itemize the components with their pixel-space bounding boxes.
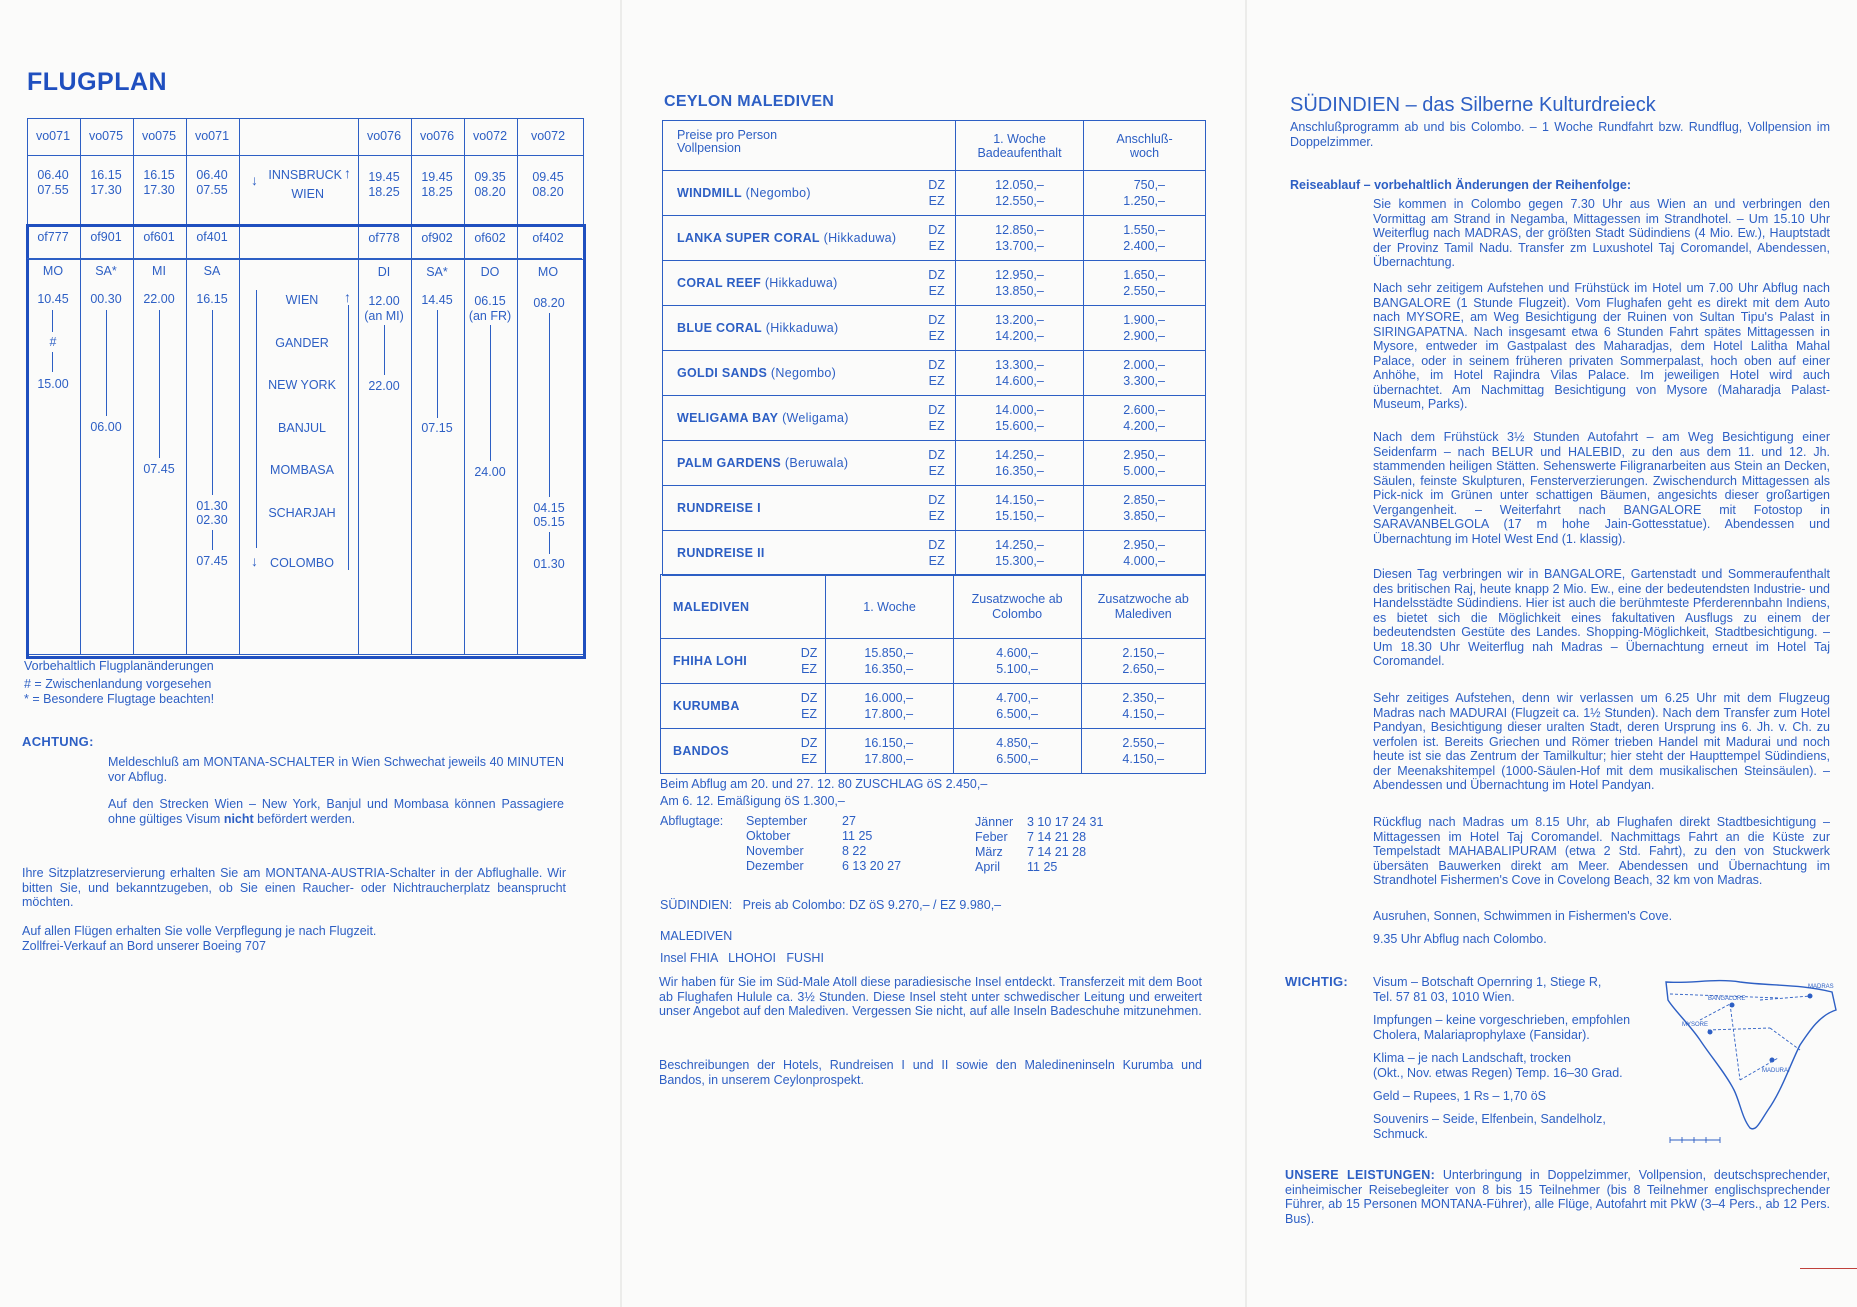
hotel-price-table (662, 120, 1206, 576)
day-7-text: Ausruhen, Sonnen, Schwimmen in Fishermen's Cove. (1373, 909, 1673, 923)
fold-line-left (620, 0, 622, 1307)
flight-code-out-1: of777 (37, 230, 69, 244)
hotel-name-cell (663, 261, 956, 306)
achtung-text-2: Auf den Strecken Wien – New York, Banjul und Mombasa können Passagiere ohne gültiges Visum nicht befördert werden. (108, 797, 564, 826)
out-time-1: 06.40 07.55 (37, 168, 69, 197)
hotel-row (663, 531, 1206, 576)
day-ret-3: DO (480, 265, 500, 279)
day-4-text: Diesen Tag verbringen wir in BANGALORE, Gartenstadt und Sommeraufenthalt des britischen Raj, heute knapp 2 Mio. Ew., eine der bedeutendsten Industrie- und Handelsstädte Südindiens. Hier ist auch die berühmteste Pferderennbahn Indiens, es bietet sich die Möglichkeit eines fakultativen Ausflugs zu einem der bedeutendsten Gestüte des Landes. Shopping-Möglichkeit, Stadtbesichtigung. – Um 18.30 Uhr Weiterflug nah Madras – Übernachtung erneut im Hotel Taj Coromandel. (1373, 567, 1830, 668)
south-india-map (1660, 970, 1845, 1150)
mal-head-woche: 1. Woche (826, 575, 953, 639)
c4-arr2: 07.45 (196, 554, 228, 568)
map-scale-bar (1670, 1137, 1720, 1143)
seat-reservation-text: Ihre Sitzplatzreservierung erhalten Sie am MONTANA-AUSTRIA-Schalter in der Abflughalle. Wir bitten Sie, und bekanntzugeben, ob Sie einen Raucher- oder Nichtraucherplatz beansprucht möchten. (22, 866, 566, 909)
suedindien-intro: Anschlußprogramm ab und bis Colombo. – 1 Woche Rundfahrt bzw. Rundflug, Vollpension im Doppelzimmer. (1290, 120, 1830, 149)
dz-ez-label: DZ EZ (800, 646, 818, 676)
island-maldives-price: 2.350,– 4.150,– (1081, 684, 1205, 729)
maldives-label: MALEDIVEN (660, 929, 733, 943)
code-ret-1: vo076 (366, 129, 402, 143)
c2-arr: 06.00 (90, 420, 122, 434)
hotel-row (663, 306, 1206, 351)
day-ret-2: SA* (426, 265, 448, 279)
hotel-week-price: 14.250,– 15.300,– (955, 531, 1083, 576)
leistungen-block: UNSERE LEISTUNGEN: Unterbringung in Doppelzimmer, Vollpension, deutschsprechender, einheimischer Reisebegleiter von 8 bis 15 Teilnehmer (bis 8 Teilnehmer englischsprechender Führer, ab 15 Personen MONTANA-Führer), alle Flüge, Autofahrt mit PkW (3–4 Pers., ab 12 Pers. Bus). (1285, 1168, 1830, 1226)
map-label-mysore: MYSORE (1682, 1022, 1709, 1028)
overseas-flights-box (26, 224, 586, 659)
dz-ez-label: DZ EZ (928, 358, 945, 388)
hotel-extra-week-price: 2.850,– 3.850,– (1084, 486, 1206, 531)
abflug-left-months: September 27 Oktober 11 25 November 8 22 Dezember 6 13 20 27 (746, 814, 902, 873)
hotel-week-price: 14.000,– 15.600,– (955, 396, 1083, 441)
fold-line-right (1245, 0, 1247, 1307)
head-anschluss: Anschluß-woch (1084, 121, 1206, 171)
abflug-right-months: Jänner 3 10 17 24 31 Feber 7 14 21 28 März 7 14 21 28 April 11 25 (975, 815, 1104, 874)
r4-arr1: 04.15 (533, 501, 565, 515)
r4-dep: 08.20 (533, 296, 565, 310)
flight-code-out-2: of901 (90, 230, 122, 244)
dz-ez-label: DZ EZ (928, 268, 945, 298)
r4-dep2: 05.15 (533, 515, 565, 529)
c4-dep: 16.15 (196, 292, 228, 306)
insel-name: Insel FHIA LHOHOI FUSHI (660, 951, 824, 965)
island-name: KURUMBA (673, 699, 740, 713)
flight-code-out-4: of401 (196, 230, 228, 244)
coastline-shape (1666, 981, 1836, 1129)
hotel-name: RUNDREISE I (677, 501, 761, 515)
day-out-1: MO (42, 264, 64, 278)
hotel-name: GOLDI SANDS (Negombo) (677, 366, 837, 380)
island-name-cell (661, 639, 826, 684)
flight-code-ret-2: of902 (421, 231, 453, 245)
island-name: BANDOS (673, 744, 729, 758)
suedindien-title: SÜDINDIEN – das Silberne Kulturdreieck (1290, 94, 1656, 116)
flight-code-ret-1: of778 (368, 231, 400, 245)
hotel-row (663, 261, 1206, 306)
wichtig-list: Visum – Botschaft Opernring 1, Stiege R, Tel. 57 81 03, 1010 Wien. Impfungen – keine vorgeschrieben, empfohlen Cholera, Malariaprophylaxe (Fansidar). Klima – je nach Landschaft, trocken (Okt., Nov. etwas Regen) Temp. 16–30 Grad. Geld – Rupees, 1 Rs – 1,70 öS Souvenirs – Seide, Elfenbein, Sandelholz, Schmuck. (1373, 975, 1631, 1141)
suedindien-price: SÜDINDIEN: Preis ab Colombo: DZ öS 9.270,– / EZ 9.980,– (660, 898, 1002, 912)
ceylon-title: CEYLON MALEDIVEN (664, 93, 835, 110)
r2-arr: 07.15 (421, 421, 453, 435)
code-out-2: vo075 (88, 129, 124, 143)
island-maldives-price: 2.150,– 2.650,– (1081, 639, 1205, 684)
map-label-bangalore: BANGALORE (1708, 996, 1746, 1002)
mal-head-colombo: Zusatzwoche ab Colombo (953, 575, 1081, 639)
stop-gander: GANDER (275, 336, 329, 350)
hotel-name-cell (663, 486, 956, 531)
arrow-down-icon: ↓ (251, 172, 258, 188)
code-out-3: vo075 (141, 129, 177, 143)
hotel-row (663, 396, 1206, 441)
dz-ez-label: DZ EZ (928, 538, 945, 568)
day-out-2: SA* (95, 264, 117, 278)
code-out-4: vo071 (194, 129, 230, 143)
zuschlag-text: Beim Abflug am 20. und 27. 12. 80 ZUSCHLAG öS 2.450,– Am 6. 12. Emäßigung öS 1.300,– (660, 777, 988, 808)
map-label-madras: MADRAS (1808, 984, 1834, 990)
c1-dep: 10.45 (37, 292, 69, 306)
c3-dep: 22.00 (143, 292, 175, 306)
edge-mark (1800, 1268, 1857, 1269)
r1-arr: 22.00 (368, 379, 400, 393)
hotel-week-price: 14.150,– 15.150,– (955, 486, 1083, 531)
code-ret-4: vo072 (530, 129, 566, 143)
schedule-notes: Vorbehaltlich Flugplanänderungen # = Zwischenlandung vorgesehen * = Besondere Flugtage beachten! (24, 659, 215, 706)
dz-ez-label: DZ EZ (928, 178, 945, 208)
out-time-3: 16.15 17.30 (143, 168, 175, 197)
arrow-down-icon-2: ↓ (251, 553, 258, 569)
island-week-price: 16.000,– 17.800,– (826, 684, 953, 729)
code-ret-3: vo072 (472, 129, 508, 143)
hotel-name-cell (663, 441, 956, 486)
flight-code-out-3: of601 (143, 230, 175, 244)
island-row (661, 729, 1206, 774)
hotel-extra-week-price: 1.900,– 2.900,– (1084, 306, 1206, 351)
flight-code-ret-3: of602 (474, 231, 506, 245)
hotel-name-cell (663, 351, 956, 396)
hotel-name: WINDMILL (Negombo) (677, 186, 811, 200)
flight-code-ret-4: of402 (532, 231, 564, 245)
city-dot-madras (1808, 994, 1813, 999)
c1-stopover-mark: # (49, 335, 57, 349)
r4-arr2: 01.30 (533, 557, 565, 571)
island-week-price: 16.150,– 17.800,– (826, 729, 953, 774)
stop-mombasa: MOMBASA (270, 463, 334, 477)
hotel-week-price: 13.300,– 14.600,– (955, 351, 1083, 396)
day-8-text: 9.35 Uhr Abflug nach Colombo. (1373, 932, 1547, 946)
hotel-name-cell (663, 216, 956, 261)
maldives-price-table (660, 574, 1206, 774)
route1-destination: WIEN (291, 187, 324, 201)
dz-ez-label: DZ EZ (928, 403, 945, 433)
hotel-week-price: 13.200,– 14.200,– (955, 306, 1083, 351)
reiseablauf-label: Reiseablauf – vorbehaltlich Änderungen der Reihenfolge: (1290, 178, 1632, 192)
hotel-extra-week-price: 1.650,– 2.550,– (1084, 261, 1206, 306)
hotel-name: PALM GARDENS (Beruwala) (677, 456, 849, 470)
c1-arr: 15.00 (37, 377, 69, 391)
wichtig-label: WICHTIG: (1285, 974, 1349, 989)
stop-scharjah: SCHARJAH (268, 506, 336, 520)
day-6-text: Rückflug nach Madras um 8.15 Uhr, ab Flughafen direkt Stadtbesichtigung – Mittagessen im Hotel Taj Coromandel. Nachmittags Fahrt an die Küste zur Tempelstadt MAHABALIPURAM (etwa 2 Std. Fahrt), zu den von Stuckwerk übersäten Bauwerken direkt am Meer. Abendessen und Übernachtung im Strandhotel Fishermen's Cove in Covelong Beach, 32 km von Madras. (1373, 815, 1830, 887)
island-name-cell (661, 729, 826, 774)
abflug-label: Abflugtage: (660, 814, 724, 828)
head-preise: Preise pro Person Vollpension (663, 121, 956, 171)
island-name: FHIHA LOHI (673, 654, 748, 668)
island-colombo-price: 4.850,– 6.500,– (953, 729, 1081, 774)
c2-dep: 00.30 (90, 292, 122, 306)
dz-ez-label: DZ EZ (800, 691, 818, 721)
beschreibungen-text: Beschreibungen der Hotels, Rundreisen I und II sowie den Maledineninseln Kurumba und Bandos, in unserem Ceylonprospekt. (659, 1058, 1202, 1087)
hotel-week-price: 12.850,– 13.700,– (955, 216, 1083, 261)
hotel-extra-week-price: 1.550,– 2.400,– (1084, 216, 1206, 261)
city-dot-madurai (1770, 1058, 1775, 1063)
mal-head-malediven: Zusatzwoche ab Malediven (1081, 575, 1205, 639)
stop-banjul: BANJUL (278, 421, 326, 435)
hotel-row (663, 216, 1206, 261)
dz-ez-label: DZ EZ (928, 223, 945, 253)
day-out-4: SA (203, 264, 221, 278)
island-week-price: 15.850,– 16.350,– (826, 639, 953, 684)
day-2-text: Nach sehr zeitigem Aufstehen und Frühstück im Hotel um 7.00 Uhr Abflug nach BANGALORE (1 Stunde Flugzeit). Vom Flughafen geht es direkt mit dem Auto nach MYSORE, am Weg Besichtigung der Ruinen von Sultan Tipu's Palast in SIRINGAPATNA. Nach insgesamt etwa 6 Stunden Fahrt spätes Mittagessen in Mysore, entweder im Gastpalast des Maharadjas, dem Hotel Lalitha Mahal Palace, oder in seinem früheren privaten Sommerpalast, hoch oben auf einer Anhöhe, im Hotel Rajindra Vilas Palace. Im jeweiligen Hotel wird auch übernachtet. Am Nachmittag Besichtigung von Mysore (Maharadja Palast-Museum, Parks). (1373, 281, 1830, 411)
hotel-name-cell (663, 531, 956, 576)
arrow-up-icon-2: ↑ (344, 289, 351, 305)
hotel-extra-week-price: 2.600,– 4.200,– (1084, 396, 1206, 441)
hotel-row (663, 441, 1206, 486)
achtung-text-1: Meldeschluß am MONTANA-SCHALTER in Wien Schwechat jeweils 40 MINUTEN vor Abflug. (108, 755, 564, 784)
hotel-extra-week-price: 2.950,– 4.000,– (1084, 531, 1206, 576)
map-label-madurai: MADURAI (1762, 1068, 1790, 1074)
ret-time-1: 19.45 18.25 (368, 170, 400, 199)
hotel-row (663, 486, 1206, 531)
code-ret-2: vo076 (419, 129, 455, 143)
hotel-row (663, 171, 1206, 216)
stop-new-york: NEW YORK (268, 378, 336, 392)
hotel-name: CORAL REEF (Hikkaduwa) (677, 276, 838, 290)
hotel-extra-week-price: 750,– 1.250,– (1084, 171, 1206, 216)
island-colombo-price: 4.600,– 5.100,– (953, 639, 1081, 684)
city-dot-mysore (1708, 1030, 1713, 1035)
island-maldives-price: 2.550,– 4.150,– (1081, 729, 1205, 774)
out-time-2: 16.15 17.30 (90, 168, 122, 197)
hotel-row (663, 351, 1206, 396)
hotel-name-cell (663, 396, 956, 441)
achtung-label: ACHTUNG: (22, 734, 94, 749)
mal-head-name: MALEDIVEN (661, 575, 826, 639)
maldives-text: Wir haben für Sie im Süd-Male Atoll diese paradiesische Insel entdeckt. Transferzeit mit dem Boot ab Flughafen Hulule ca. 3½ Stunden. Diese Insel steht unter schwedischer Leitung und erweitert unser Angebot auf den Malediven. Vergessen Sie nicht, auf alle Inseln Badeschuhe mitzunehmen. (659, 975, 1202, 1018)
r2-dep: 14.45 (421, 293, 453, 307)
hotel-name-cell (663, 171, 956, 216)
hotel-name: LANKA SUPER CORAL (Hikkaduwa) (677, 231, 897, 245)
out-time-4: 06.40 07.55 (196, 168, 228, 197)
hotel-week-price: 14.250,– 16.350,– (955, 441, 1083, 486)
stop-wien: WIEN (285, 293, 319, 307)
code-out-1: vo071 (35, 129, 71, 143)
food-text: Auf allen Flügen erhalten Sie volle Verpflegung je nach Flugzeit. Zollfrei-Verkauf an Bord unserer Boeing 707 (22, 924, 377, 953)
dz-ez-label: DZ EZ (928, 313, 945, 343)
hotel-name: BLUE CORAL (Hikkaduwa) (677, 321, 839, 335)
stop-colombo: COLOMBO (270, 556, 334, 570)
day-1-text: Sie kommen in Colombo gegen 7.30 Uhr aus Wien an und verbringen den Vormittag am Strand in Negamba, Mittagessen im Strandhotel. – Um 15.10 Uhr Weiterflug nach MADRAS, der größten Stadt Südindiens (4 Mio. Ew.), Hauptstadt der Provinz Tamil Nadu. Transfer zm Luxushotel Taj Coromandel, Abendessen, Übernachtung. (1373, 197, 1830, 269)
flugplan-title: FLUGPLAN (27, 68, 168, 96)
hotel-extra-week-price: 2.000,– 3.300,– (1084, 351, 1206, 396)
hotel-week-price: 12.950,– 13.850,– (955, 261, 1083, 306)
r3-dep: 06.15 (an FR) (468, 294, 512, 323)
day-ret-1: DI (377, 265, 391, 279)
hotel-week-price: 12.050,– 12.550,– (955, 171, 1083, 216)
c4-arr1: 01.30 (196, 499, 228, 513)
c3-arr: 07.45 (143, 462, 175, 476)
head-woche: 1. Woche Badeaufenthalt (955, 121, 1083, 171)
ret-time-2: 19.45 18.25 (421, 170, 453, 199)
day-ret-4: MO (537, 265, 559, 279)
island-row (661, 639, 1206, 684)
ret-time-3: 09.35 08.20 (474, 170, 506, 199)
hotel-extra-week-price: 2.950,– 5.000,– (1084, 441, 1206, 486)
hotel-name-cell (663, 306, 956, 351)
dz-ez-label: DZ EZ (800, 736, 818, 766)
r1-dep: 12.00 (an MI) (364, 294, 404, 323)
city-dot-bangalore (1730, 1003, 1735, 1008)
dz-ez-label: DZ EZ (928, 493, 945, 523)
day-5-text: Sehr zeitiges Aufstehen, denn wir verlassen um 6.25 Uhr mit dem Flugzeug Madras nach MADURAI (Flugzeit ca. 1½ Stunden). Nach dem Transfer zum Hotel Pandyan, Besichtigung dieser uralten Stadt, deren Ursprung ins 6. Jh. v. Ch. zu verfolen ist. Bereits Griechen und Römer trieben Handel mit Madurai und noch heute ist sie das Zentrum der Tamilkultur; hier steht der Haupttempel Südindiens, der Meenakshitempel (1000-Säulen-Hof mit dem musikalischen Steinsäulen). – Abendessen und Übernachtung im Hotel Pandyan. (1373, 691, 1830, 792)
island-row (661, 684, 1206, 729)
route1-origin: INNSBRUCK (268, 168, 342, 182)
island-name-cell (661, 684, 826, 729)
c4-dep2: 02.30 (196, 513, 228, 527)
hotel-name: WELIGAMA BAY (Weligama) (677, 411, 849, 425)
day-3-text: Nach dem Frühstück 3½ Stunden Autofahrt – am Weg Besichtigung einer Seidenfarm – nach BELUR und HALEBID, zu den aus dem 11. und 12. Jh. stammenden heiligen Stätten. Sehenswerte Filigranarbeiten aus Stein an Decken, Säulen, feinste Skulpturen, Fensterverzierungen. Zwischendurch Mittagessen als Pick-nick im Grünen unter schattigen Bäumen, angesichts dieser großartigen Vergangenheit. – Weiterfahrt nach BANGALORE mit Fotostop in SARAVANBELGOLA (17 m hohe Jain-Gottesstatue). Abendessen und Übernachtung im Hotel West End (1. klassig). (1373, 430, 1830, 546)
day-out-3: MI (152, 264, 166, 278)
island-colombo-price: 4.700,– 6.500,– (953, 684, 1081, 729)
hotel-name: RUNDREISE II (677, 546, 765, 560)
r3-arr: 24.00 (474, 465, 506, 479)
ret-time-4: 09.45 08.20 (532, 170, 564, 199)
dz-ez-label: DZ EZ (928, 448, 945, 478)
arrow-up-icon: ↑ (344, 165, 351, 181)
